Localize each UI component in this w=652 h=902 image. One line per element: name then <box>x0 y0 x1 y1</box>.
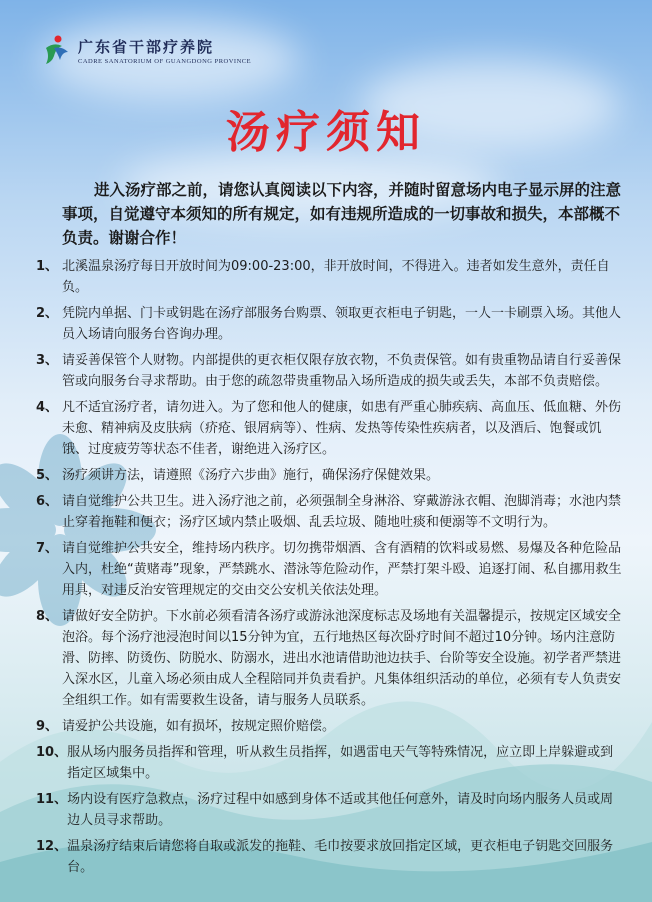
rule-text: 凡不适宜汤疗者，请勿进入。为了您和他人的健康，如患有严重心肺疾病、高血压、低血糖、外伤未愈、精神病及皮肤病（疥疮、银屑病等）、性病、发热等传染性疾病者，以及酒后、饱餐或饥饿、过度疲劳等状态不佳者，谢绝进入汤疗区。 <box>62 400 622 457</box>
rule-item <box>36 256 622 298</box>
rule-item <box>36 836 622 878</box>
rule-text: 服从场内服务员指挥和管理，听从救生员指挥，如遇雷电天气等特殊情况，应立即上岸躲避或到指定区域集中。 <box>67 745 614 781</box>
rule-item <box>36 789 622 831</box>
rule-item <box>36 350 622 392</box>
sanatorium-logo-icon <box>40 34 72 66</box>
rule-item <box>36 606 622 711</box>
rule-item <box>36 491 622 533</box>
rule-item <box>36 538 622 601</box>
rule-text: 场内设有医疗急救点，汤疗过程中如感到身体不适或其他任何意外，请及时向场内服务人员或周边人员寻求帮助。 <box>67 792 614 828</box>
rules-list <box>36 256 622 878</box>
rule-text: 请自觉维护公共安全，维持场内秩序。切勿携带烟酒、含有酒精的饮料或易燃、易爆及各种危险品入内，杜绝“黄赌毒”现象，严禁跳水、潜泳等危险动作，严禁打架斗殴、追逐打闹、私自挪用救生用具，对违反治安管理规定的交由交公安机关依法处理。 <box>62 541 622 598</box>
org-logo <box>40 34 251 66</box>
rule-item <box>36 465 622 486</box>
rule-text: 汤疗须讲方法，请遵照《汤疗六步曲》施行，确保汤疗保健效果。 <box>62 468 440 483</box>
page-title: 汤疗须知 <box>226 107 426 158</box>
rule-number: 7、 <box>36 541 59 556</box>
rule-number: 5、 <box>36 468 59 483</box>
rule-text: 请爱护公共设施，如有损坏，按规定照价赔偿。 <box>62 719 336 734</box>
rule-text: 凭院内单据、门卡或钥匙在汤疗部服务台购票、领取更衣柜电子钥匙，一人一卡刷票入场。其他人员入场请向服务台咨询办理。 <box>62 306 622 342</box>
notice-content <box>36 178 622 883</box>
rule-text: 温泉汤疗结束后请您将自取或派发的拖鞋、毛巾按要求放回指定区域，更衣柜电子钥匙交回服务台。 <box>67 839 614 875</box>
rule-text: 北溪温泉汤疗每日开放时间为09:00-23:00，非开放时间，不得进入。违者如发生意外，责任自负。 <box>62 259 610 295</box>
rule-number: 6、 <box>36 494 59 509</box>
rule-number: 1、 <box>36 259 59 274</box>
org-name-en: CADRE SANATORIUM OF GUANGDONG PROVINCE <box>78 57 252 65</box>
rule-item <box>36 397 622 460</box>
rule-number: 9、 <box>36 719 59 734</box>
rule-item <box>36 716 622 737</box>
rule-number: 10、 <box>36 745 68 760</box>
intro-paragraph: 进入汤疗部之前，请您认真阅读以下内容，并随时留意场内电子显示屏的注意事项，自觉遵守本须知的所有规定，如有违规所造成的一切事故和损失，本部概不负责。谢谢合作！ <box>62 181 622 247</box>
rule-text: 请自觉维护公共卫生。进入汤疗池之前，必须强制全身淋浴、穿戴游泳衣帽、泡脚消毒；水池内禁止穿着拖鞋和便衣；汤疗区域内禁止吸烟、乱丢垃圾、随地吐痰和便溺等不文明行为。 <box>62 494 622 530</box>
rule-number: 8、 <box>36 609 59 624</box>
rule-number: 11、 <box>36 792 68 807</box>
rule-text: 请妥善保管个人财物。内部提供的更衣柜仅限存放衣物，不负责保管。如有贵重物品请自行妥善保管或向服务台寻求帮助。由于您的疏忽带贵重物品入场所造成的损失或丢失，本部不负责赔偿。 <box>62 353 622 389</box>
rule-number: 4、 <box>36 400 59 415</box>
rule-item <box>36 742 622 784</box>
rule-number: 12、 <box>36 839 68 854</box>
rule-number: 2、 <box>36 306 59 321</box>
rule-number: 3、 <box>36 353 59 368</box>
rule-text: 请做好安全防护。下水前必须看清各汤疗或游泳池深度标志及场地有关温馨提示，按规定区域安全泡浴。每个汤疗池浸泡时间以15分钟为宜，五行地热区每次卧疗时间不超过10分钟。场内注意防滑、防摔、防烫伤、防脱水、防溺水，进出水池请借助池边扶手、台阶等安全设施。初学者严禁进入深水区，儿童入场必须由成人全程陪同并负责看护。凡集体组织活动的单位，必须有专人负责安全组织工作。如有需要救生设备，请与服务人员联系。 <box>62 609 622 708</box>
rule-item <box>36 303 622 345</box>
org-name: 广东省干部疗养院 <box>78 37 215 56</box>
